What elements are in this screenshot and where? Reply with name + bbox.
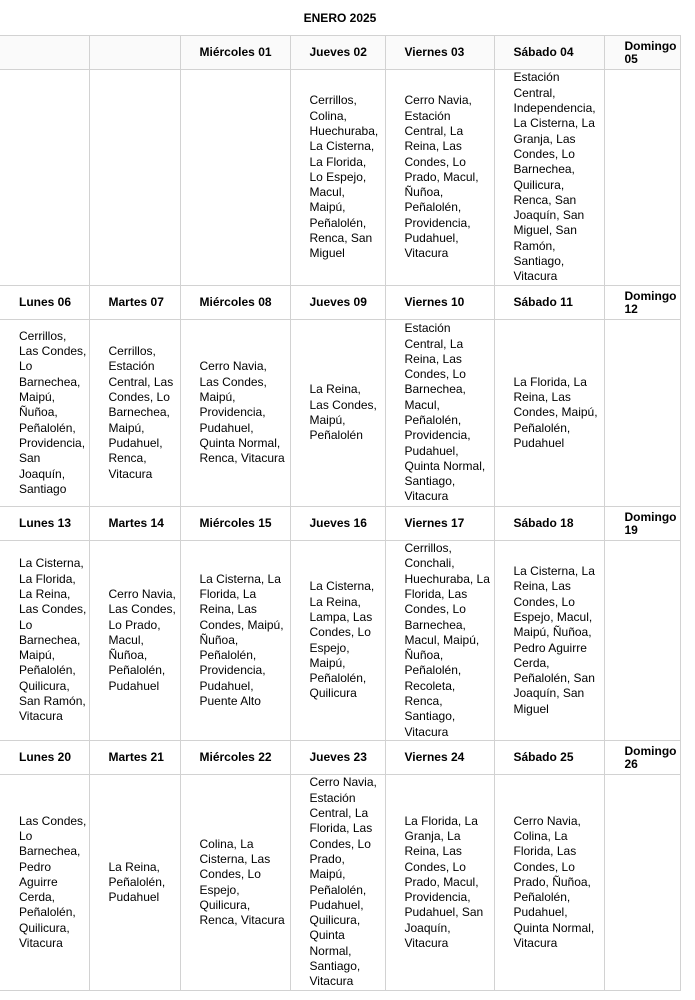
day-cell: Cerrillos, Estación Central, Las Condes, Lo Barnechea, Maipú, Pudahuel, Renca, Vitacura	[89, 320, 180, 507]
day-header: Miércoles 22	[180, 741, 290, 775]
day-header: Martes 21	[89, 741, 180, 775]
day-cell: La Cisterna, La Florida, La Reina, Las Condes, Lo Barnechea, Maipú, Peñalolén, Quilicura, San Ramón, Vitacura	[0, 541, 89, 741]
day-cell: Cerrillos, Conchali, Huechuraba, La Florida, Las Condes, Lo Barnechea, Macul, Maipú, Ñuñoa, Peñalolén, Recoleta, Renca, Santiago, Vitacura	[385, 541, 494, 741]
day-header: Sábado 18	[494, 507, 604, 541]
day-header: Viernes 24	[385, 741, 494, 775]
day-cell	[604, 320, 680, 507]
day-cell: La Cisterna, La Reina, Lampa, Las Condes, Lo Espejo, Maipú, Peñalolén, Quilicura	[290, 541, 385, 741]
day-header: Jueves 23	[290, 741, 385, 775]
day-header: Viernes 17	[385, 507, 494, 541]
day-cell: La Florida, La Granja, La Reina, Las Condes, Lo Prado, Macul, Providencia, Pudahuel, San Joaquín, Vitacura	[385, 775, 494, 991]
day-cell	[604, 70, 680, 286]
day-header: Jueves 02	[290, 36, 385, 70]
week-4-header-row	[0, 741, 680, 775]
day-header: Domingo 05	[604, 36, 680, 70]
day-cell: Cerrillos, Colina, Huechuraba, La Cisterna, La Florida, Lo Espejo, Macul, Maipú, Peñalolén, Renca, San Miguel	[290, 70, 385, 286]
day-cell	[180, 70, 290, 286]
day-header: Sábado 25	[494, 741, 604, 775]
day-cell: Cerro Navia, Las Condes, Maipú, Providencia, Pudahuel, Quinta Normal, Renca, Vitacura	[180, 320, 290, 507]
day-cell: Estación Central, La Reina, Las Condes, Lo Barnechea, Macul, Peñalolén, Providencia, Pudahuel, Quinta Normal, Santiago, Vitacura	[385, 320, 494, 507]
day-cell: Cerro Navia, Colina, La Florida, Las Condes, Lo Prado, Ñuñoa, Peñalolén, Pudahuel, Quinta Normal, Vitacura	[494, 775, 604, 991]
day-header: Viernes 03	[385, 36, 494, 70]
calendar-title: ENERO 2025	[0, 0, 680, 36]
week-3-content-row	[0, 541, 680, 741]
day-cell: Colina, La Cisterna, Las Condes, Lo Espejo, Quilicura, Renca, Vitacura	[180, 775, 290, 991]
calendar-table	[0, 35, 681, 991]
day-header: Domingo 26	[604, 741, 680, 775]
day-cell: Cerro Navia, Estación Central, La Reina, Las Condes, Lo Prado, Macul, Ñuñoa, Peñalolén, Providencia, Pudahuel, Vitacura	[385, 70, 494, 286]
day-header: Jueves 16	[290, 507, 385, 541]
day-header: Miércoles 08	[180, 286, 290, 320]
day-cell	[604, 775, 680, 991]
day-header: Martes 07	[89, 286, 180, 320]
day-header: Martes 14	[89, 507, 180, 541]
day-cell: La Cisterna, La Reina, Las Condes, Lo Espejo, Macul, Maipú, Ñuñoa, Pedro Aguirre Cerda, Peñalolén, San Joaquín, San Miguel	[494, 541, 604, 741]
day-cell: La Florida, La Reina, Las Condes, Maipú, Peñalolén, Pudahuel	[494, 320, 604, 507]
day-header: Jueves 09	[290, 286, 385, 320]
day-cell	[604, 541, 680, 741]
day-cell	[0, 70, 89, 286]
day-header	[0, 36, 89, 70]
day-header: Domingo 19	[604, 507, 680, 541]
day-header: Lunes 20	[0, 741, 89, 775]
day-header: Lunes 13	[0, 507, 89, 541]
day-header: Sábado 11	[494, 286, 604, 320]
week-2-content-row	[0, 320, 680, 507]
day-header	[89, 36, 180, 70]
week-2-header-row	[0, 286, 680, 320]
day-cell: Cerro Navia, Las Condes, Lo Prado, Macul, Ñuñoa, Peñalolén, Pudahuel	[89, 541, 180, 741]
day-cell: La Reina, Las Condes, Maipú, Peñalolén	[290, 320, 385, 507]
day-cell: La Cisterna, La Florida, La Reina, Las Condes, Maipú, Ñuñoa, Peñalolén, Providencia, Pudahuel, Puente Alto	[180, 541, 290, 741]
day-cell: Cerrillos, Las Condes, Lo Barnechea, Maipú, Ñuñoa, Peñalolén, Providencia, San Joaquín, Santiago	[0, 320, 89, 507]
week-3-header-row	[0, 507, 680, 541]
day-cell: La Reina, Peñalolén, Pudahuel	[89, 775, 180, 991]
day-header: Miércoles 01	[180, 36, 290, 70]
week-1-header-row	[0, 36, 680, 70]
day-header: Miércoles 15	[180, 507, 290, 541]
day-header: Domingo 12	[604, 286, 680, 320]
day-cell: Estación Central, Independencia, La Cisterna, La Granja, Las Condes, Lo Barnechea, Quilicura, Renca, San Joaquín, San Miguel, San Ramón, Santiago, Vitacura	[494, 70, 604, 286]
day-cell: Las Condes, Lo Barnechea, Pedro Aguirre Cerda, Peñalolén, Quilicura, Vitacura	[0, 775, 89, 991]
day-header: Viernes 10	[385, 286, 494, 320]
day-cell	[89, 70, 180, 286]
week-1-content-row	[0, 70, 680, 286]
week-4-content-row	[0, 775, 680, 991]
day-cell: Cerro Navia, Estación Central, La Florida, Las Condes, Lo Prado, Maipú, Peñalolén, Pudahuel, Quilicura, Quinta Normal, Santiago, Vitacura	[290, 775, 385, 991]
day-header: Sábado 04	[494, 36, 604, 70]
day-header: Lunes 06	[0, 286, 89, 320]
